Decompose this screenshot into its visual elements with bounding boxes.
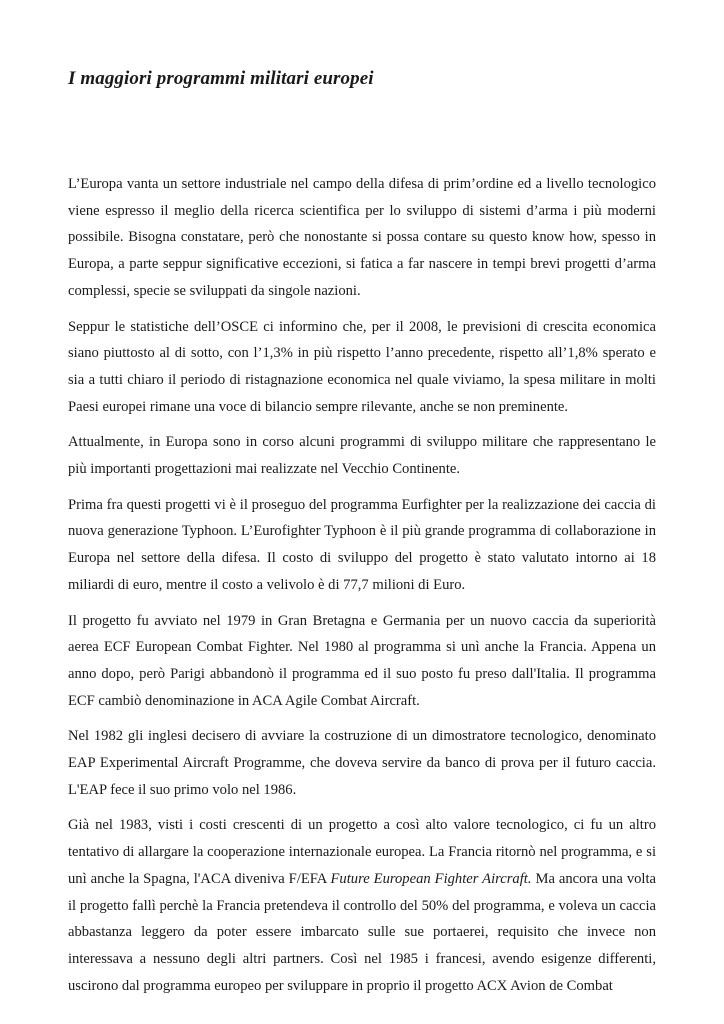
document-title: I maggiori programmi militari europei [68, 68, 374, 89]
paragraph-eap: Nel 1982 gli inglesi decisero di avviare la costruzione di un dimostratore tecnologico, denominato EAP Experimental Aircraft Programme, che doveva servire da banco di prova per il futuro caccia. L'EAP fece il suo primo volo nel 1986. [68, 728, 656, 798]
paragraph-current-programs: Attualmente, in Europa sono in corso alcuni programmi di sviluppo militare che rappresentano le più importanti progettazioni mai realizzate nel Vecchio Continente. [68, 434, 656, 478]
paragraph-eurofighter: Prima fra questi progetti vi è il proseguo del programma Eurfighter per la realizzazione dei caccia di nuova generazione Typhoon. L’Eurofighter Typhoon è il più grande programma di collaborazione in Europa nel settore della difesa. Il costo di sviluppo del progetto è stato valutato intorno ai 18 miliardi di euro, mentre il costo a velivolo è di 77,7 milioni di Euro. [68, 496, 656, 593]
paragraph-fefa-text-end: Ma ancora una volta il progetto fallì perchè la Francia pretendeva il controllo del 50% del programma, e voleva un caccia abbastanza leggero da poter essere imbarcato sulle sue portaerei, requisito che invece non interessava a nessuno degli altri partners. Così nel 1985 i francesi, avendo esigenze differenti, uscirono dal programma europeo per sviluppare in proprio il progetto ACX Avion de Combat [68, 870, 657, 994]
paragraph-ecf-history: Il progetto fu avviato nel 1979 in Gran Bretagna e Germania per un nuovo caccia da superiorità aerea ECF European Combat Fighter. Nel 1980 al programma si unì anche la Francia. Appena un anno dopo, però Parigi abbandonò il programma ed il suo posto fu preso dall'Italia. Il programma ECF cambiò denominazione in ACA Agile Combat Aircraft. [68, 612, 656, 709]
paragraph-fefa-italic-term: Future European Fighter Aircraft. [330, 870, 532, 887]
paragraph-intro: L’Europa vanta un settore industriale nel campo della difesa di prim’ordine ed a livello tecnologico viene espresso il meglio della ricerca scientifica per lo sviluppo di sistemi d’arma i più moderni possibile. Bisogna constatare, però che nonostante si possa contare su questo know how, spesso in Europa, a parte seppur significative eccezioni, si fatica a far nascere in tempi brevi progetti d’arma complessi, specie se sviluppati da singole nazioni. [68, 176, 656, 299]
paragraph-fefa [68, 812, 656, 999]
paragraph-fefa-text-start: Già nel 1983, visti i costi crescenti di un progetto a così alto valore tecnologico, ci fu un altro tentativo di allargare la cooperazione internazionale europea. La Francia ritornò nel programma, e si unì anche la Spagna, l'ACA diveniva F/EFA [68, 817, 656, 887]
document-body [68, 171, 656, 1008]
paragraph-osce-statistics: Seppur le statistiche dell’OSCE ci informino che, per il 2008, le previsioni di crescita economica siano piuttosto al di sotto, con l’1,3% in più rispetto l’anno precedente, rispetto all’1,8% sperato e sia a tutti chiaro il periodo di ristagnazione economica nel quale viviamo, la spesa militare in molti Paesi europei rimane una voce di bilancio sempre rilevante, anche se non preminente. [68, 318, 656, 415]
